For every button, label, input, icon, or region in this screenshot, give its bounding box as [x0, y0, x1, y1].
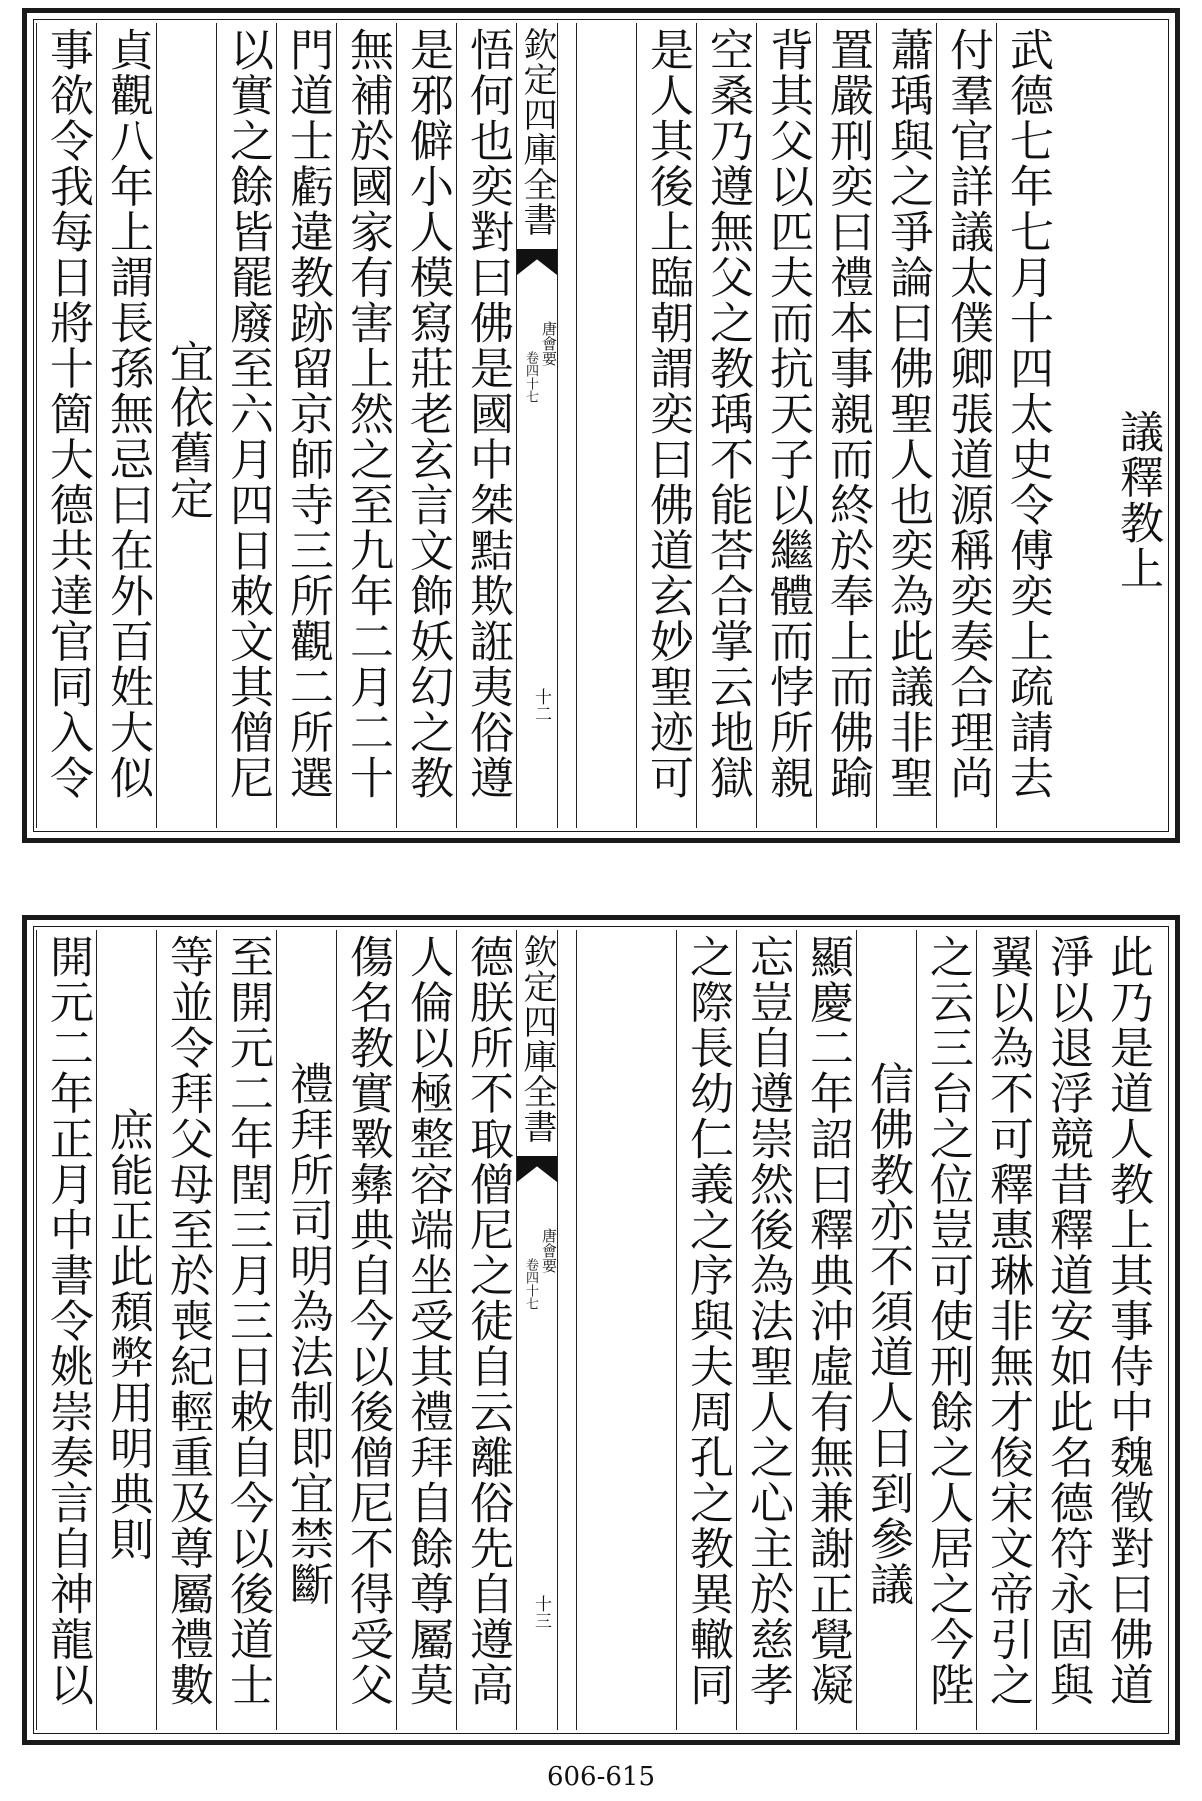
text-line: 傷名教實斁彝典自今以後僧尼不得受父: [342, 934, 393, 1708]
text-column: [736, 930, 796, 1730]
text-line: 貞觀八年上謂長孫無忌曰在外百姓大似: [102, 27, 153, 801]
text-line: 無補於國家有害上然之至九年二月二十: [342, 27, 393, 801]
text-column: [636, 23, 696, 828]
text-column: [996, 23, 1056, 828]
text-column: [1096, 930, 1156, 1730]
text-column: [576, 23, 636, 828]
chapter-heading: 議釋教上: [1112, 408, 1163, 591]
text-line: 禮拜所司明為法制即宜禁斷: [282, 1061, 333, 1607]
text-column: [756, 23, 816, 828]
text-column: [336, 930, 396, 1730]
text-column: [276, 23, 336, 828]
text-column: [156, 23, 216, 828]
text-line: 此乃是道人教上其事侍中魏徵對曰佛道: [1102, 934, 1153, 1708]
page-number: 十三: [531, 1595, 551, 1629]
text-column: [216, 23, 276, 828]
text-column: [156, 930, 216, 1730]
text-line: 背其父以匹夫而抗天子以繼體而悖所親: [762, 27, 813, 801]
lower-page: [22, 915, 1180, 1745]
series-title: 欽定四庫全書: [517, 27, 557, 237]
text-line: 空桑乃遵無父之教瑀不能荅合掌云地獄: [702, 27, 753, 801]
text-column: [36, 23, 96, 828]
text-column: [336, 23, 396, 828]
series-title: 欽定四庫全書: [517, 934, 557, 1144]
text-column: [276, 930, 336, 1730]
text-line: 翼以為不可釋惠琳非無才俊宋文帝引之: [982, 934, 1033, 1708]
text-column: [456, 930, 516, 1730]
upper-page: [22, 8, 1180, 843]
text-line: [577, 27, 636, 832]
text-line: 之云三台之位豈可使刑餘之人居之今陛: [922, 934, 973, 1708]
text-line: [577, 934, 676, 1734]
text-column: [96, 23, 156, 828]
text-line: 宜依舊定: [162, 338, 213, 521]
text-line: 開元二年正月中書令姚崇奏言自神龍以: [42, 934, 93, 1708]
fish-tail-mark: [517, 1156, 557, 1182]
text-line: 蕭瑀與之爭論曰佛聖人也奕為此議非聖: [882, 27, 933, 801]
text-column: [396, 23, 456, 828]
text-line: 等並令拜父母至於喪紀輕重及尊屬禮數: [162, 934, 213, 1708]
text-column: [936, 23, 996, 828]
book-title: 唐會要: [540, 1228, 558, 1273]
text-line: 之際長幼仁義之序與夫周孔之教異轍同: [682, 934, 733, 1708]
text-line: 至開元二年閏三月三日敕自今以後道士: [222, 934, 273, 1708]
fish-tail-mark: [517, 249, 557, 275]
text-line: 淨以退浮競昔釋道安如此名德符永固與: [1042, 934, 1093, 1708]
text-line: 忘豈自遵崇然後為法聖人之心主於慈孝: [742, 934, 793, 1708]
text-line: 顯慶二年詔曰釋典沖虛有無兼謝正覺凝: [802, 934, 853, 1708]
text-column: [96, 930, 156, 1730]
text-line: 武德七年七月十四太史令傅奕上疏請去: [1002, 27, 1053, 801]
text-line: 人倫以極整容端坐受其禮拜自餘尊屬莫: [402, 934, 453, 1708]
page-number: 十二: [531, 688, 551, 722]
volume-number: 卷四十七: [523, 351, 538, 403]
text-line: 是人其後上臨朝謂奕曰佛道玄妙聖迹可: [642, 27, 693, 801]
text-column: [576, 930, 676, 1730]
text-line: 置嚴刑奕曰禮本事親而終於奉上而佛踰: [822, 27, 873, 801]
text-column: [876, 23, 936, 828]
text-column: [1036, 930, 1096, 1730]
text-line: 悟何也奕對曰佛是國中桀黠欺誑夷俗遵: [462, 27, 513, 801]
text-column: [36, 930, 96, 1730]
text-line: 庶能正此頹弊用明典則: [102, 1106, 153, 1562]
text-line: 事欲令我每日將十箇大德共達官同入令: [42, 27, 93, 801]
text-column: [856, 930, 916, 1730]
text-line: 付羣官詳議太僕卿張道源稱奕奏合理尚: [942, 27, 993, 801]
text-line: 信佛教亦不須道人日到參議: [862, 1061, 913, 1607]
book-title: 唐會要: [540, 321, 558, 366]
page-footer-number: 606-615: [546, 1762, 656, 1792]
text-column: [916, 930, 976, 1730]
text-column: [216, 930, 276, 1730]
text-line: 是邪僻小人模寫莊老玄言文飾妖幻之教: [402, 27, 453, 801]
page-center-strip: [516, 930, 558, 1730]
text-column: [396, 930, 456, 1730]
text-line: 德朕所不取僧尼之徒自云離俗先自遵高: [462, 934, 513, 1708]
text-line: 以實之餘皆罷廢至六月四日敕文其僧尼: [222, 27, 273, 801]
page-center-strip: [516, 23, 558, 828]
volume-number: 卷四十七: [523, 1258, 538, 1310]
text-column: [976, 930, 1036, 1730]
text-column: [816, 23, 876, 828]
text-column: [456, 23, 516, 828]
text-line: 門道士虧違教跡留京師寺三所觀二所選: [282, 27, 333, 801]
text-column: [696, 23, 756, 828]
text-column: [676, 930, 736, 1730]
text-column: [796, 930, 856, 1730]
chapter-heading-column: [1056, 23, 1166, 828]
